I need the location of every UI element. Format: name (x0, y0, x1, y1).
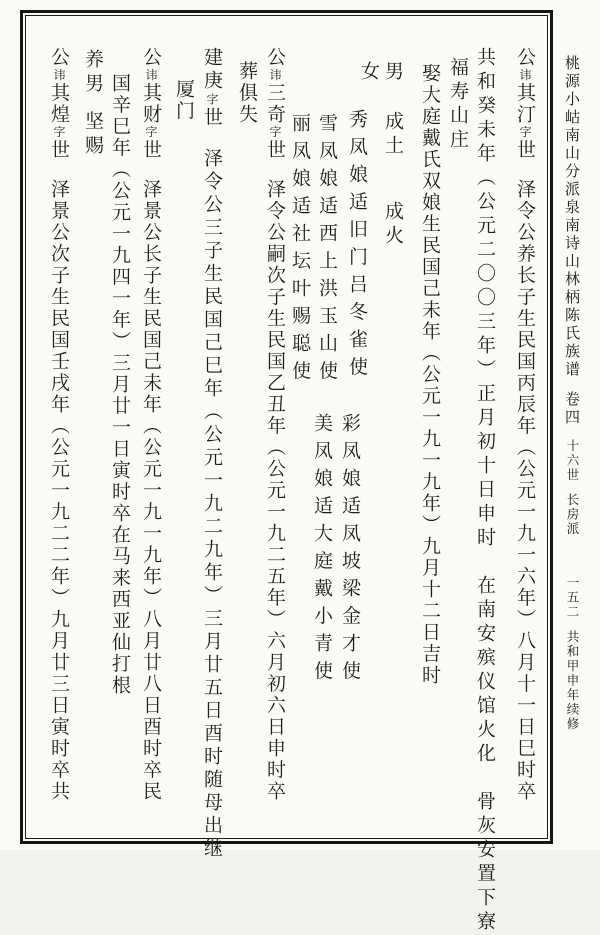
edition-note: 共和甲申年续修 (565, 629, 580, 731)
birth-text: 泽令公养长子生民国丙辰年（公元一九一六年）八月十一日巳时卒 (514, 179, 536, 803)
daughter-text: 彩凤娘适凤坡梁金才使 (339, 413, 361, 688)
record-sanqi-burial-column (234, 61, 260, 126)
given-name: 建庚 (201, 47, 223, 93)
branch-label: 长房派 (565, 492, 580, 536)
page-frame (20, 10, 553, 935)
zi-marker: 字 (144, 125, 158, 140)
daughter-entry-column (337, 413, 363, 688)
courtesy-name: 世 (48, 139, 70, 161)
courtesy-name: 世 (140, 139, 162, 161)
courtesy-name: 世 (201, 107, 223, 130)
page-margin-column (560, 55, 584, 731)
record-sanqi-headline-column (262, 47, 288, 803)
zi-marker: 字 (518, 125, 532, 140)
record-qiting-marriage-column (417, 63, 443, 687)
continuation-text: 厦门 (173, 79, 195, 122)
marriage-text: 娶大庭戴氏双娘生民国己未年（公元一九一九年）九月十二日吉时 (419, 63, 441, 687)
daughter-entry-column (287, 113, 313, 388)
record-qiting-headline-column (512, 47, 538, 803)
death-text: 共和癸未年（公元二〇〇三年）正月初十日申时 在南安殡仪馆火化 骨灰安置下寮 (474, 47, 496, 935)
daughter-text: 雪凤娘适西上洪玉山使 (316, 113, 338, 388)
record-qiting-burial-column (445, 57, 471, 153)
daughter-entry-column (309, 413, 335, 688)
hui-marker: 讳 (52, 68, 66, 83)
courtesy-name: 世 (264, 139, 286, 161)
hui-marker: 讳 (144, 68, 158, 83)
zi-marker: 字 (52, 125, 66, 140)
courtesy-name: 世 (514, 139, 536, 161)
book-title: 桃源小岵南山分派泉南诗山林柄陈氏族谱 (563, 55, 581, 379)
record-qicai-adopted-son-column (80, 49, 106, 159)
daughters-label: 女 (358, 61, 380, 83)
daughter-text: 秀凤娘适旧门吕冬雀使 (346, 109, 368, 384)
record-qiting-daughters-label-column (356, 61, 382, 83)
given-name: 其财 (140, 82, 162, 126)
given-name: 其汀 (514, 82, 536, 126)
birth-text: 泽景公次子生民国壬戌年（公元一九二二年）九月廿三日寅时卒共 (48, 179, 70, 803)
honorific: 公 (140, 47, 162, 69)
honorific: 公 (514, 47, 536, 69)
daughter-entry-column (344, 109, 370, 384)
given-name: 三奇 (264, 82, 286, 126)
records-area (27, 17, 546, 935)
burial-note-text: 葬俱失 (236, 61, 258, 126)
zi-marker: 字 (268, 125, 282, 140)
record-jiangeng-headline-column (199, 47, 225, 861)
record-qihuang-headline-column (46, 47, 72, 803)
sons-label: 男 (382, 61, 404, 85)
birth-text: 泽景公长子生民国己未年（公元一九一九年）八月廿八日酉时卒民 (140, 179, 162, 803)
record-qiting-sons-column (380, 61, 406, 249)
burial-place-text: 福寿山庄 (447, 57, 469, 153)
page-frame-inner (25, 15, 548, 935)
honorific: 公 (264, 47, 286, 69)
daughter-text: 丽凤娘适社坛叶赐聪使 (289, 113, 311, 388)
adopted-son-name: 坚赐 (82, 111, 104, 159)
given-name: 其煌 (48, 82, 70, 126)
record-qiting-death-column (472, 47, 498, 935)
son-name: 成土 (382, 111, 404, 159)
honorific: 公 (48, 47, 70, 69)
birth-text: 泽令公嗣次子生民国乙丑年（公元一九二五年）六月初六日申时卒 (264, 179, 286, 803)
death-text: 国辛巳年（公元一九四一年）三月廿一日寅时卒在马来西亚仙打根 (109, 73, 131, 697)
hui-marker: 讳 (268, 68, 282, 83)
page-number: 一五二 (565, 576, 580, 620)
adopted-son-label: 养男 (82, 49, 104, 97)
daughter-entry-column (314, 113, 340, 388)
record-qicai-death-column (107, 73, 133, 697)
generation-label: 十六世 (565, 439, 580, 483)
son-name: 成火 (382, 201, 404, 249)
birth-text: 泽令公三子生民国己巳年（公元一九二九年）三月廿五日酉时随母出继 (201, 148, 223, 861)
record-jiangeng-continuation-column (171, 79, 197, 122)
daughter-text: 美凤娘适大庭戴小青使 (311, 413, 333, 688)
zi-marker: 字 (205, 93, 219, 107)
hui-marker: 讳 (518, 68, 532, 83)
volume-label: 卷四 (563, 391, 581, 427)
record-qicai-headline-column (138, 47, 164, 803)
